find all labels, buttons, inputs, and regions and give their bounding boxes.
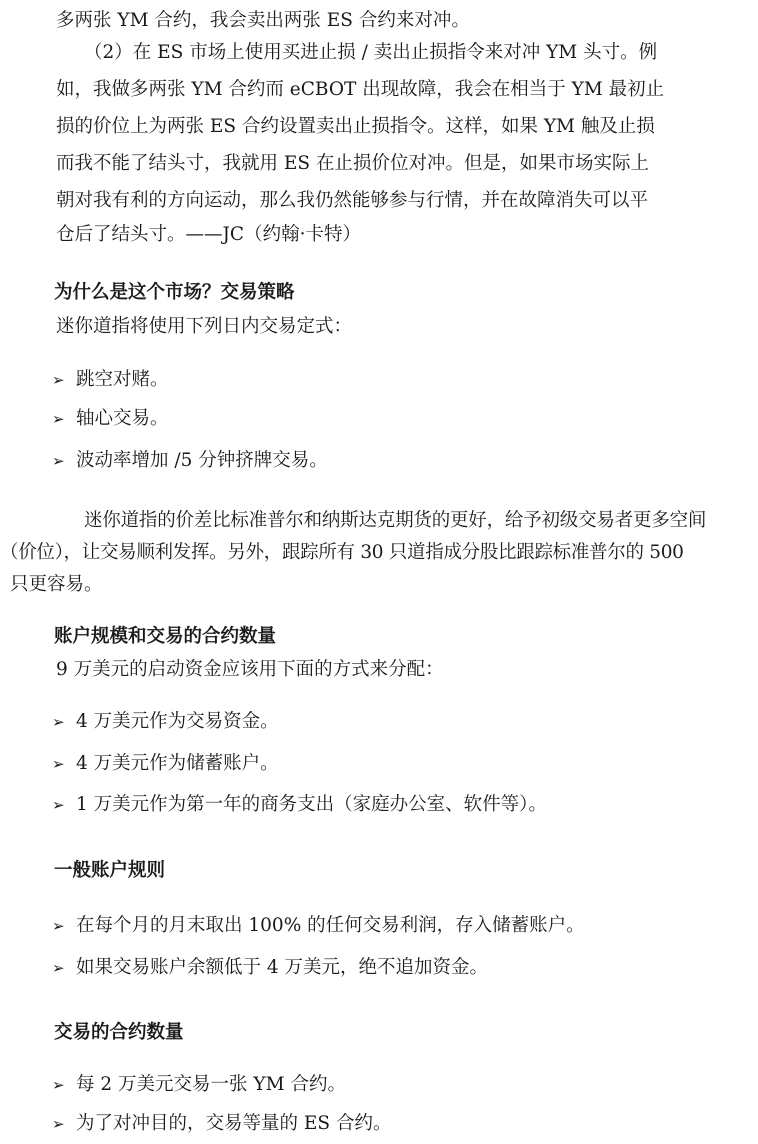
list-item-text: 1 万美元作为第一年的商务支出（家庭办公室、软件等）。	[76, 794, 547, 815]
bullet-arrow-icon: ➢	[52, 1076, 65, 1094]
list-item	[52, 1111, 391, 1137]
bullet-arrow-icon: ➢	[52, 1115, 65, 1133]
text-line: （2）在 ES 市场上使用买进止损 / 卖出止损指令来对冲 YM 头寸。例	[84, 42, 658, 63]
list-item	[52, 367, 169, 393]
section-heading: 交易的合约数量	[54, 1022, 184, 1043]
section-heading: 为什么是这个市场？交易策略	[54, 282, 295, 303]
section-heading: 账户规模和交易的合约数量	[54, 626, 277, 647]
list-item-text: 如果交易账户余额低于 4 万美元，绝不追加资金。	[76, 957, 489, 978]
bullet-arrow-icon: ➢	[52, 410, 65, 428]
text-line: 多两张 YM 合约，我会卖出两张 ES 合约来对冲。	[56, 10, 470, 31]
list-item	[52, 792, 547, 818]
text-line: 损的价位上为两张 ES 合约设置卖出止损指令。这样，如果 YM 触及止损	[56, 116, 655, 137]
bullet-arrow-icon: ➢	[52, 371, 65, 389]
text-line: 仓后了结头寸。——JC（约翰·卡特）	[56, 224, 361, 245]
bullet-arrow-icon: ➢	[52, 917, 65, 935]
list-item	[52, 913, 585, 939]
text-line: （价位），让交易顺利发挥。另外，跟踪所有 30 只道指成分股比跟踪标准普尔的 500	[0, 542, 684, 563]
text-line: 朝对我有利的方向运动，那么我仍然能够参与行情，并在故障消失可以平	[56, 190, 649, 211]
section-heading: 一般账户规则	[54, 860, 166, 881]
list-item	[52, 709, 279, 735]
text-line: 只更容易。	[10, 574, 103, 595]
list-item	[52, 406, 169, 432]
bullet-arrow-icon: ➢	[52, 452, 65, 470]
section-intro: 9 万美元的启动资金应该用下面的方式来分配：	[56, 659, 444, 680]
list-item-text: 在每个月的月末取出 100% 的任何交易利润，存入储蓄账户。	[76, 915, 585, 936]
bullet-arrow-icon: ➢	[52, 959, 65, 977]
list-item	[52, 955, 488, 981]
bullet-arrow-icon: ➢	[52, 796, 65, 814]
list-item-text: 跳空对赌。	[76, 369, 169, 390]
list-item	[52, 448, 328, 474]
list-item-text: 波动率增加 /5 分钟挤牌交易。	[76, 450, 328, 471]
list-item	[52, 1072, 346, 1098]
list-item-text: 为了对冲目的，交易等量的 ES 合约。	[76, 1113, 392, 1134]
bullet-arrow-icon: ➢	[52, 755, 65, 773]
bullet-arrow-icon: ➢	[52, 713, 65, 731]
list-item-text: 4 万美元作为储蓄账户。	[76, 753, 279, 774]
text-line: 而我不能了结头寸，我就用 ES 在止损价位对冲。但是，如果市场实际上	[56, 153, 649, 174]
list-item-text: 每 2 万美元交易一张 YM 合约。	[76, 1074, 346, 1095]
text-line: 迷你道指的价差比标准普尔和纳斯达克期货的更好，给予初级交易者更多空间	[84, 510, 707, 531]
list-item-text: 4 万美元作为交易资金。	[76, 711, 279, 732]
text-line: 如，我做多两张 YM 合约而 eCBOT 出现故障，我会在相当于 YM 最初止	[56, 79, 665, 100]
section-intro: 迷你道指将使用下列日内交易定式：	[56, 316, 353, 337]
list-item	[52, 751, 279, 777]
list-item-text: 轴心交易。	[76, 408, 169, 429]
